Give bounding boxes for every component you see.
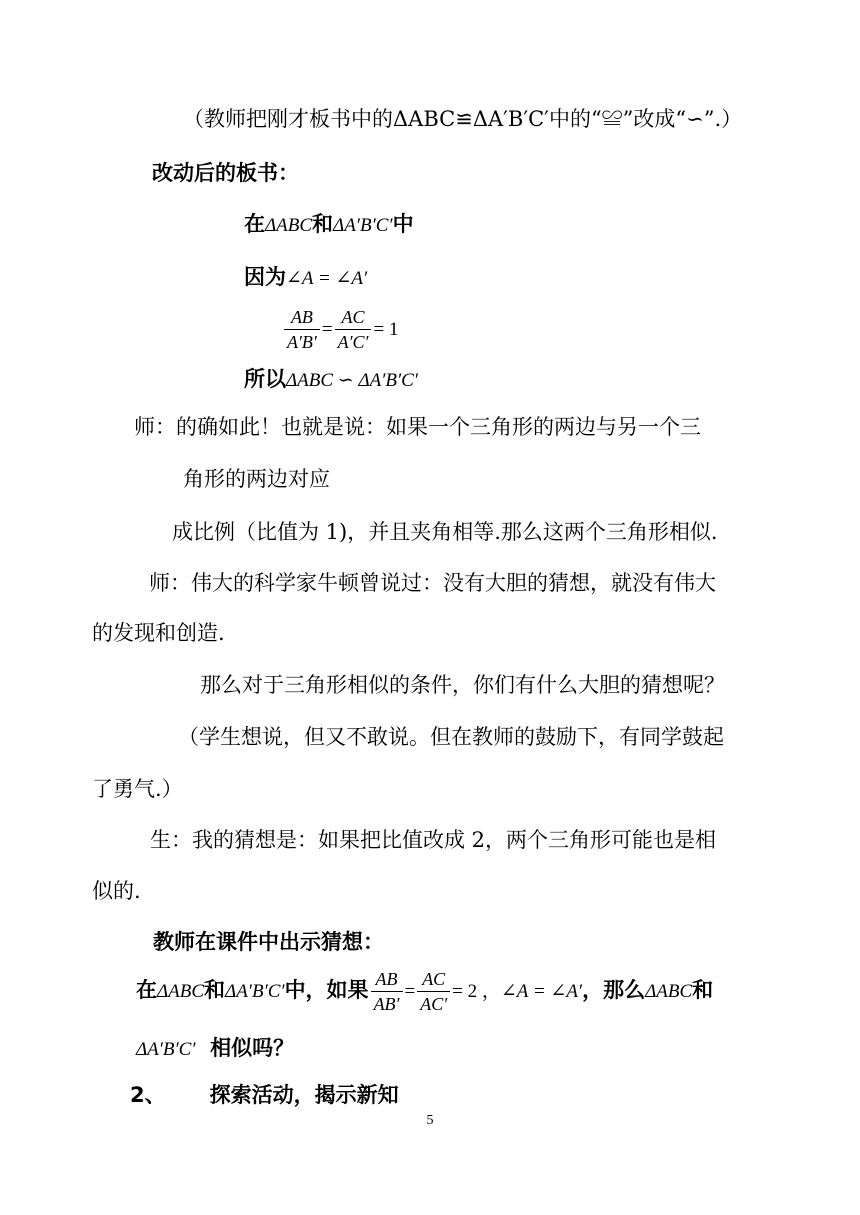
paragraph-line: 师：伟大的科学家牛顿曾说过：没有大胆的猜想，就没有伟大 bbox=[149, 571, 716, 595]
equals-one: = 1 bbox=[373, 319, 399, 340]
fraction-ac: $\frac{AC}{AC'}$ bbox=[417, 967, 450, 1016]
math-similar: ΔABC ∽ ΔA′B′C′ bbox=[286, 370, 418, 391]
board-line-because bbox=[244, 262, 367, 294]
zh-text: 和 bbox=[692, 978, 714, 1002]
board-zh: 中 bbox=[392, 212, 414, 236]
paragraph-line: 似的. bbox=[92, 879, 141, 903]
math-triangle-abc: ΔABC bbox=[645, 981, 693, 1002]
paragraph-line: 那么对于三角形相似的条件，你们有什么大胆的猜想呢？ bbox=[200, 673, 725, 697]
zh-text: 相似吗？ bbox=[210, 1036, 295, 1060]
zh-text: ，那么 bbox=[582, 978, 646, 1002]
board-zh: 和 bbox=[312, 212, 334, 236]
paragraph-line: 生：我的猜想是：如果把比值改成 2，两个三角形可能也是相 bbox=[150, 828, 717, 852]
conjecture-heading: 教师在课件中出示猜想： bbox=[153, 930, 384, 954]
board-zh: 所以 bbox=[244, 367, 286, 391]
section-title: 探索活动，揭示新知 bbox=[209, 1083, 399, 1107]
board-zh: 在 bbox=[244, 212, 265, 236]
math-angle-equality: ∠A = ∠A′ bbox=[286, 268, 368, 289]
equals-sign: = bbox=[404, 981, 416, 1002]
paragraph-line: 角形的两边对应 bbox=[183, 467, 330, 491]
board-line-triangles bbox=[244, 209, 414, 241]
equals-sign: = bbox=[321, 319, 333, 340]
paragraph-line: 成比例（比值为 1)，并且夹角相等.那么这两个三角形相似. bbox=[172, 520, 718, 544]
math-triangle-a1b1c1: ΔA′B′C′ bbox=[225, 981, 285, 1002]
fraction-ab: $\frac{AB}{AB'}$ bbox=[371, 967, 403, 1016]
math-triangle-a1b1c1: ΔA′B′C′ bbox=[136, 1039, 196, 1060]
fraction-ac: $\frac{AC}{A'C'}$ bbox=[335, 305, 372, 354]
paragraph-line: （学生想说，但又不敢说。但在教师的鼓励下，有同学鼓起 bbox=[178, 725, 724, 749]
math-triangle-abc: ΔABC bbox=[265, 215, 313, 236]
revised-board-heading: 改动后的板书： bbox=[152, 161, 299, 185]
fraction-ab: $\frac{AB}{A'B'}$ bbox=[284, 305, 320, 354]
board-line-ratio bbox=[282, 303, 398, 355]
section-heading bbox=[130, 1080, 399, 1110]
section-number: 2、 bbox=[130, 1083, 166, 1107]
zh-text: 在 bbox=[136, 978, 157, 1002]
board-line-therefore bbox=[244, 364, 418, 396]
board-zh: 因为 bbox=[244, 265, 286, 289]
teacher-note-line: （教师把刚才板书中的ΔABC≌ΔA′B′C′中的“≌”改成“∽”.） bbox=[183, 107, 743, 131]
conjecture-line bbox=[136, 965, 713, 1017]
zh-text: 中，如果 bbox=[284, 978, 369, 1002]
zh-text: 和 bbox=[204, 978, 226, 1002]
paragraph-line: 了勇气.） bbox=[92, 777, 183, 801]
math-angle-equality: ∠A = ∠A′ bbox=[500, 981, 583, 1002]
paragraph-line: 的发现和创造. bbox=[92, 621, 225, 645]
math-triangle-a1b1c1: ΔA′B′C′ bbox=[333, 215, 393, 236]
conjecture-question bbox=[136, 1033, 294, 1065]
page-number: 5 bbox=[426, 1113, 434, 1128]
equals-two: = 2 ， bbox=[452, 981, 501, 1002]
math-triangle-abc: ΔABC bbox=[157, 981, 205, 1002]
paragraph-line: 师：的确如此！也就是说：如果一个三角形的两边与另一个三 bbox=[134, 415, 701, 439]
